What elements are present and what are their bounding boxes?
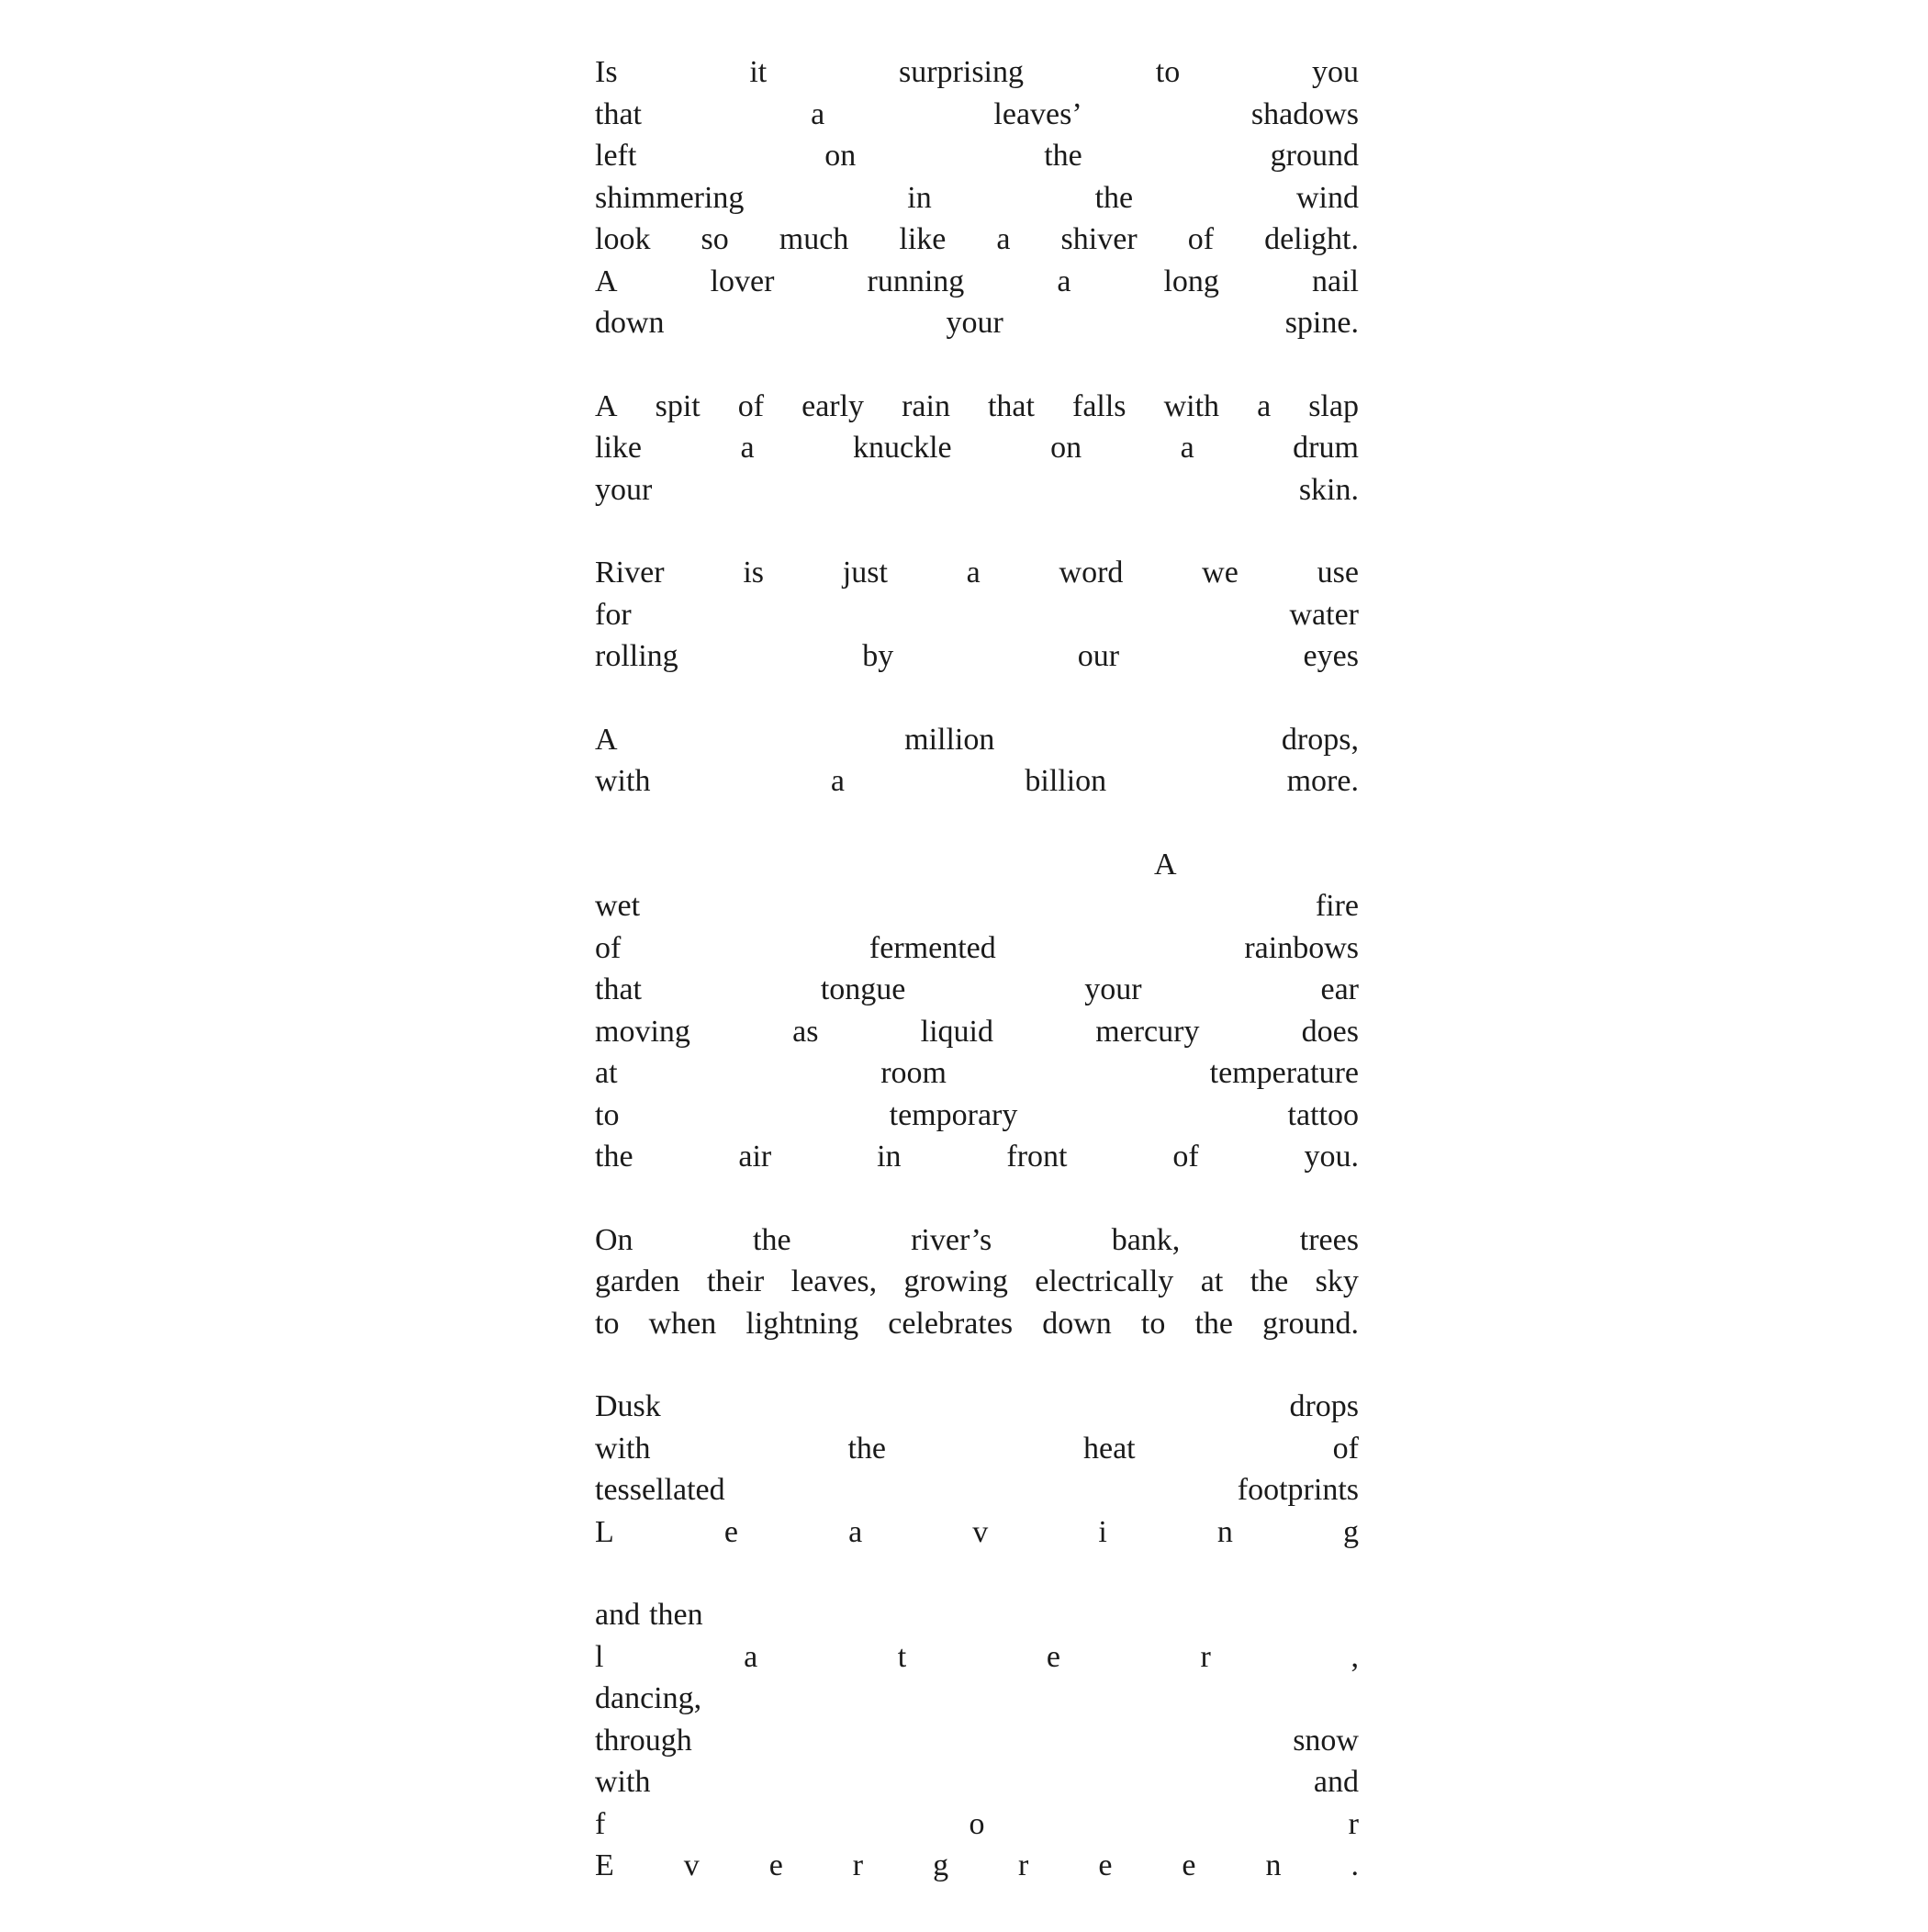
poem-word: to — [1140, 1306, 1166, 1341]
poem-word: your — [595, 472, 653, 507]
poem-word: is — [743, 556, 764, 590]
poem-word: A — [595, 388, 618, 423]
poem-word: garden — [595, 1264, 680, 1298]
poem-line — [595, 222, 1359, 264]
poem-word: then — [649, 1598, 703, 1632]
poem-word: that — [595, 972, 642, 1006]
poem-word: word — [1059, 556, 1124, 590]
poem-line — [595, 1432, 1359, 1474]
poem-word: much — [779, 222, 849, 256]
poem-word: Dusk — [595, 1389, 661, 1423]
poem-word: water — [1289, 597, 1359, 632]
poem-line — [595, 1765, 1359, 1807]
poem-word: drops — [1289, 1389, 1359, 1423]
poem-line — [595, 1724, 1359, 1766]
poem-word: r — [1200, 1639, 1211, 1674]
poem-word: . — [1351, 1848, 1359, 1882]
poem-word: like — [899, 222, 947, 256]
poem-word: of — [1187, 222, 1215, 256]
poem-word: the — [1044, 139, 1082, 173]
poem-word: t — [897, 1639, 907, 1674]
poem-word: temporary — [889, 1097, 1018, 1132]
poem-word: early — [801, 388, 865, 423]
poem-word: through — [595, 1723, 692, 1758]
poem-line — [595, 556, 1359, 598]
poem-word: we — [1202, 556, 1239, 590]
poem-line — [595, 1264, 1359, 1307]
poem-word: ear — [1320, 972, 1359, 1006]
poem-word: left — [595, 139, 637, 173]
poem-word: to — [595, 1306, 620, 1341]
poem-word: wind — [1295, 180, 1359, 215]
poem-word: million — [904, 722, 995, 757]
poem-word: n — [1265, 1848, 1282, 1882]
poem-word: and — [595, 1598, 641, 1632]
poem-word: that — [987, 388, 1035, 423]
poem-word: river’s — [911, 1222, 992, 1257]
poem-word: a — [996, 222, 1011, 256]
poem-word: at — [1200, 1264, 1224, 1298]
poem-word: leaves, — [790, 1264, 878, 1298]
poem-word: of — [595, 930, 622, 965]
poem-word: Is — [595, 55, 618, 89]
poem-word: of — [1172, 1140, 1199, 1174]
poem-line — [595, 55, 1359, 97]
poem-word: room — [880, 1056, 947, 1090]
poem-line — [595, 1056, 1359, 1098]
poem-word: heat — [1083, 1431, 1136, 1466]
poem-word: growing — [903, 1264, 1008, 1298]
poem-word: tattoo — [1287, 1097, 1359, 1132]
poem-word: your — [1084, 972, 1142, 1006]
poem-word: n — [1216, 1514, 1233, 1549]
poem-word: g — [1342, 1514, 1359, 1549]
poem-word: , — [1351, 1639, 1359, 1674]
poem-word: does — [1301, 1014, 1359, 1049]
poem-word: g — [933, 1848, 949, 1882]
poem-word: e — [768, 1848, 783, 1882]
poem-word: with — [595, 1431, 651, 1466]
poem-word: lover — [710, 264, 775, 298]
poem-word: drum — [1293, 431, 1359, 465]
poem-word: more. — [1286, 764, 1359, 798]
poem-word: a — [1257, 388, 1272, 423]
poem-word: that — [595, 96, 642, 131]
poem-word: delight. — [1264, 222, 1359, 256]
poem-word: r — [1018, 1848, 1029, 1882]
poem-line — [595, 889, 1359, 931]
poem-word: shimmering — [595, 180, 745, 215]
poem-line — [595, 1473, 1359, 1515]
poem-word: snow — [1293, 1723, 1359, 1758]
poem-word: in — [877, 1140, 902, 1174]
poem-word: drops, — [1281, 722, 1359, 757]
poem-word: o — [969, 1806, 985, 1841]
poem-line — [595, 473, 1359, 515]
poem-word: temperature — [1209, 1056, 1359, 1090]
poem-word: the — [1194, 1306, 1234, 1341]
poem-word: a — [848, 1514, 863, 1549]
poem-stanza — [595, 1389, 1359, 1556]
poem-word: e — [1046, 1639, 1060, 1674]
poem-word: e — [723, 1514, 738, 1549]
poem-word: as — [792, 1014, 819, 1049]
poem-line — [595, 139, 1359, 181]
poem-word: ground — [1270, 139, 1359, 173]
poem-word: nail — [1311, 264, 1359, 298]
poem-word: r — [1348, 1806, 1359, 1841]
poem-word: knuckle — [853, 431, 952, 465]
poem-word: use — [1317, 556, 1359, 590]
poem-word: running — [867, 264, 965, 298]
poem-word: a — [1180, 431, 1194, 465]
poem-word: a — [811, 96, 825, 131]
poem-line — [595, 764, 1359, 806]
poem-text — [595, 55, 1359, 1932]
poem-word: it — [749, 55, 768, 89]
poem-word: eyes — [1303, 639, 1359, 673]
poem-word: for — [595, 597, 632, 632]
poem-line — [595, 848, 1359, 890]
poem-stanza — [595, 848, 1359, 1182]
poem-word: moving — [595, 1014, 690, 1049]
poem-word: spine. — [1284, 306, 1359, 340]
poem-word: E — [595, 1848, 614, 1882]
poem-word: fermented — [869, 930, 996, 965]
poem-line — [595, 1515, 1359, 1557]
poem-line — [595, 431, 1359, 473]
poem-line — [595, 306, 1359, 348]
poem-word: A — [595, 264, 618, 298]
poem-line — [595, 1848, 1359, 1891]
poem-word: footprints — [1237, 1473, 1359, 1507]
poem-word: like — [595, 431, 642, 465]
poem-word: their — [706, 1264, 765, 1298]
poem-word: rain — [902, 388, 950, 423]
poem-word: so — [701, 222, 729, 256]
poem-word: your — [946, 306, 1003, 340]
poem-word: with — [1163, 388, 1220, 423]
poem-word: look — [595, 222, 651, 256]
poem-word: tongue — [820, 972, 906, 1006]
poem-line — [595, 181, 1359, 223]
poem-word: l — [595, 1639, 604, 1674]
poem-word: and — [1313, 1765, 1359, 1799]
poem-word: wet — [595, 889, 641, 923]
poem-word: leaves’ — [993, 96, 1082, 131]
poem-word: dancing, — [595, 1681, 702, 1715]
poem-word: on — [1050, 431, 1082, 465]
poem-line — [595, 1015, 1359, 1057]
poem-stanza — [595, 389, 1359, 515]
poem-word: the — [595, 1140, 633, 1174]
poem-word: spit — [655, 388, 701, 423]
poem-line — [595, 1807, 1359, 1849]
poem-word: to — [1155, 55, 1181, 89]
poem-word: front — [1006, 1140, 1068, 1174]
poem-word: i — [1098, 1514, 1107, 1549]
poem-word: v — [972, 1514, 989, 1549]
poem-word: shiver — [1060, 222, 1138, 256]
poem-word: rolling — [595, 639, 678, 673]
poem-stanza — [595, 1223, 1359, 1349]
poem-word: you. — [1304, 1140, 1359, 1174]
poem-word: the — [1250, 1264, 1289, 1298]
poem-word: e — [1182, 1848, 1196, 1882]
poem-word: a — [740, 431, 755, 465]
poem-word: e — [1098, 1848, 1113, 1882]
poem-line — [595, 264, 1359, 307]
poem-word: falls — [1072, 388, 1127, 423]
poem-word: bank, — [1111, 1222, 1181, 1257]
poem-word: to — [595, 1097, 620, 1132]
poem-word: mercury — [1095, 1014, 1200, 1049]
poem-word: a — [966, 556, 981, 590]
poem-word: a — [830, 764, 845, 798]
poem-word: liquid — [920, 1014, 993, 1049]
poem-word: with — [595, 1765, 651, 1799]
poem-word: skin. — [1298, 472, 1359, 507]
poem-word: f — [595, 1806, 606, 1841]
poem-word: in — [907, 180, 932, 215]
poem-stanza — [595, 723, 1359, 806]
poem-word: a — [1057, 264, 1071, 298]
poem-word: long — [1163, 264, 1219, 298]
poem-word: down — [595, 306, 665, 340]
poem-line — [595, 972, 1359, 1015]
poem-line — [595, 639, 1359, 681]
poem-line — [595, 1223, 1359, 1265]
poem-word: slap — [1308, 388, 1359, 423]
poem-stanza — [595, 55, 1359, 348]
poem-word: with — [595, 764, 651, 798]
poem-word: celebrates — [888, 1306, 1014, 1341]
poem-line — [595, 723, 1359, 765]
poem-word: just — [842, 556, 888, 590]
poem-word: the — [1094, 180, 1134, 215]
poem-word: of — [1332, 1431, 1359, 1466]
poem-word: of — [737, 388, 765, 423]
poem-word: sky — [1315, 1264, 1359, 1298]
poem-word: surprising — [899, 55, 1024, 89]
poem-word: billion — [1025, 764, 1107, 798]
poem-word: A — [1154, 847, 1177, 882]
poem-word: trees — [1299, 1222, 1359, 1257]
poem-word: the — [753, 1222, 791, 1257]
poem-word: r — [852, 1848, 864, 1882]
poem-word: down — [1042, 1306, 1112, 1341]
poem-word: On — [595, 1222, 633, 1257]
poem-word: at — [595, 1056, 618, 1090]
poem-line — [595, 1098, 1359, 1140]
poem-word: rainbows — [1244, 930, 1359, 965]
poem-word: L — [595, 1514, 614, 1549]
poem-line — [595, 931, 1359, 973]
poem-word: tessellated — [595, 1473, 725, 1507]
poem-line — [595, 1307, 1359, 1349]
poem-stanza — [595, 1598, 1359, 1891]
poem-word: v — [683, 1848, 700, 1882]
poem-word: you — [1311, 55, 1359, 89]
poem-word: A — [595, 722, 618, 757]
poem-word: by — [862, 639, 894, 673]
poem-word: on — [824, 139, 857, 173]
poem-line — [595, 1640, 1359, 1682]
poem-line — [595, 1140, 1359, 1182]
poem-word: River — [595, 556, 665, 590]
poem-word: air — [738, 1140, 772, 1174]
poem-word: when — [648, 1306, 717, 1341]
poem-line — [595, 598, 1359, 640]
poem-line — [595, 97, 1359, 140]
poem-word: our — [1077, 639, 1120, 673]
poem-word: lightning — [745, 1306, 859, 1341]
poem-word: fire — [1315, 889, 1359, 923]
poem-word: a — [744, 1639, 758, 1674]
poem-word: the — [847, 1431, 886, 1466]
poem-line — [595, 1389, 1359, 1432]
poem-line — [595, 389, 1359, 432]
poem-word: shadows — [1250, 96, 1359, 131]
poem-word: ground. — [1262, 1306, 1359, 1341]
poem-word: electrically — [1035, 1264, 1174, 1298]
poem-line — [595, 1681, 1359, 1724]
poem-line — [595, 1598, 1359, 1640]
poem-stanza — [595, 556, 1359, 681]
